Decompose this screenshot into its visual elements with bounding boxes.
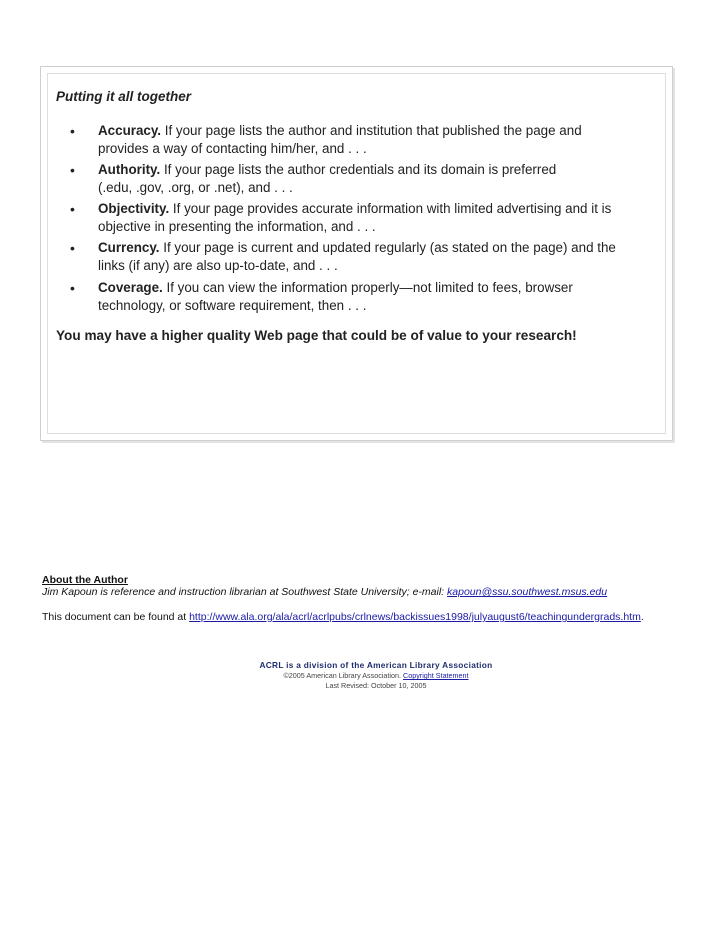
footer-copyright — [200, 671, 552, 681]
list-item-line: technology, or software requirement, then . . . — [98, 298, 367, 313]
list-item-term: Coverage. — [98, 280, 163, 295]
document-location-prefix: This document can be found at — [42, 611, 190, 623]
list-item-line: links (if any) are also up-to-date, and . . . — [98, 258, 338, 273]
bullet-icon: • — [70, 240, 75, 256]
list-item-line — [98, 200, 663, 218]
document-location — [42, 611, 644, 623]
list-item-currency — [98, 239, 663, 275]
list-item-term: Accuracy. — [98, 123, 162, 138]
footer-organization: ACRL is a division of the American Library Association — [259, 660, 493, 670]
list-item-accuracy — [98, 122, 663, 158]
footer-last-revised: Last Revised: October 10, 2005 — [325, 681, 427, 690]
list-item-line: objective in presenting the information, and . . . — [98, 219, 376, 234]
list-item-term: Objectivity. — [98, 201, 170, 216]
list-item-line — [98, 239, 663, 257]
page-footer — [200, 659, 552, 691]
list-item-authority — [98, 161, 663, 197]
list-item-line — [98, 161, 663, 179]
document-url-link[interactable]: http://www.ala.org/ala/acrl/acrlpubs/crlnews/backissues1998/julyaugust6/teachingundergrads.htm — [189, 611, 641, 623]
about-author-text — [42, 586, 607, 598]
bullet-icon: • — [70, 280, 75, 296]
author-email-link[interactable]: kapoun@ssu.southwest.msus.edu — [447, 586, 608, 598]
about-author-heading: About the Author — [42, 574, 128, 586]
list-item-line: (.edu, .gov, .org, or .net), and . . . — [98, 180, 293, 195]
bullet-icon: • — [70, 201, 75, 217]
footer-copyright-text: ©2005 American Library Association. — [283, 671, 404, 680]
document-location-suffix: . — [640, 611, 644, 623]
list-item-term: Authority. — [98, 162, 161, 177]
copyright-statement-link[interactable]: Copyright Statement — [403, 671, 469, 680]
list-item-line: provides a way of contacting him/her, and . . . — [98, 141, 367, 156]
about-author-bio: Jim Kapoun is reference and instruction librarian at Southwest State University; e-mail: — [42, 586, 448, 598]
list-item-objectivity — [98, 200, 663, 236]
list-item-text: If your page lists the author credentials and its domain is preferred — [160, 162, 557, 177]
list-item-coverage — [98, 279, 663, 315]
list-item-text: If your page is current and updated regularly (as stated on the page) and the — [159, 240, 616, 255]
bullet-icon: • — [70, 162, 75, 178]
list-item-line — [98, 122, 663, 140]
box-title: Putting it all together — [56, 89, 191, 104]
conclusion-text: You may have a higher quality Web page that could be of value to your research! — [56, 328, 577, 343]
bullet-icon: • — [70, 123, 75, 139]
list-item-text: If you can view the information properly—not limited to fees, browser — [162, 280, 573, 295]
list-item-line — [98, 279, 663, 297]
list-item-term: Currency. — [98, 240, 160, 255]
list-item-text: If your page lists the author and institution that published the page and — [161, 123, 582, 138]
list-item-text: If your page provides accurate information with limited advertising and it is — [169, 201, 612, 216]
